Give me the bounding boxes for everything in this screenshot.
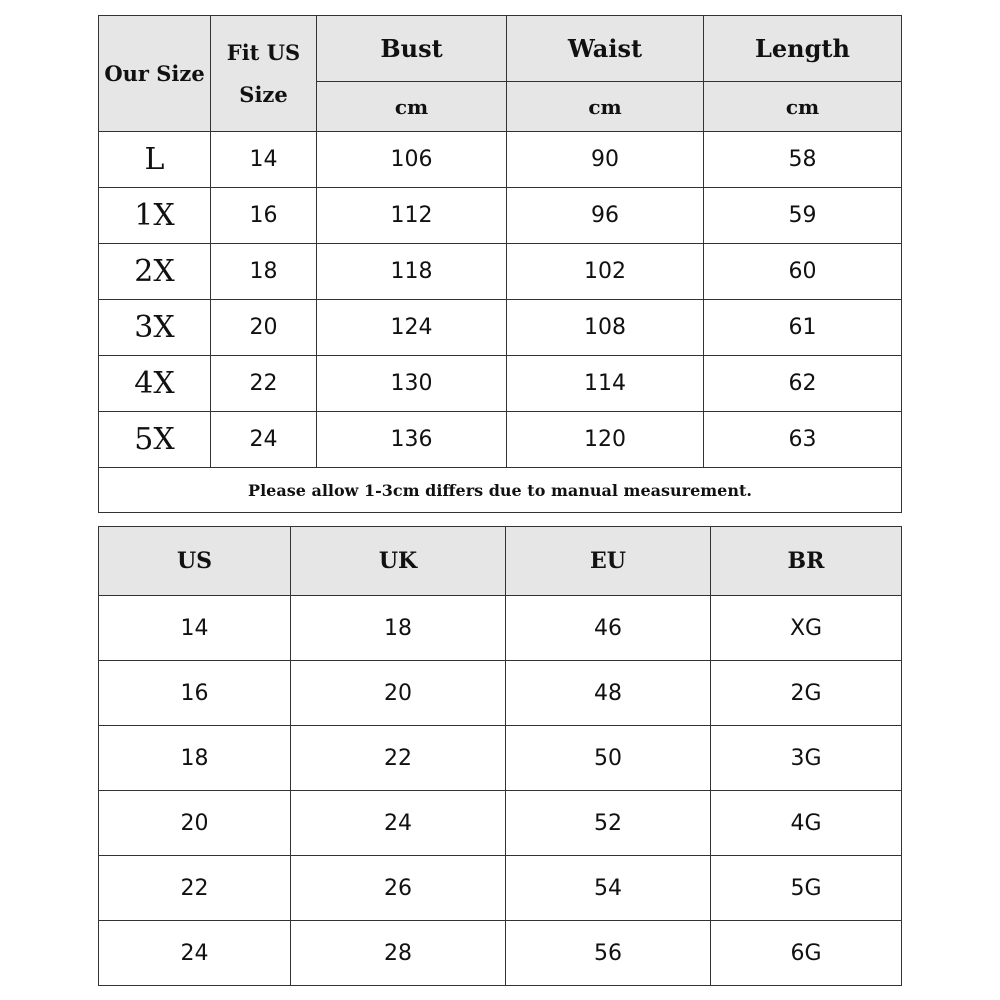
- bust-cell: 136: [317, 412, 507, 468]
- length-cell: 60: [704, 244, 902, 300]
- br-cell: 6G: [711, 921, 902, 986]
- our-size-cell: 2X: [99, 244, 211, 300]
- us-cell: 24: [99, 921, 291, 986]
- uk-cell: 22: [291, 726, 506, 791]
- fit-us-cell: 16: [211, 188, 317, 244]
- eu-cell: 52: [506, 791, 711, 856]
- our-size-cell: 5X: [99, 412, 211, 468]
- waist-unit: cm: [507, 82, 704, 132]
- uk-cell: 28: [291, 921, 506, 986]
- fit-us-cell: 22: [211, 356, 317, 412]
- waist-cell: 102: [507, 244, 704, 300]
- eu-cell: 48: [506, 661, 711, 726]
- length-cell: 59: [704, 188, 902, 244]
- br-cell: 5G: [711, 856, 902, 921]
- eu-header: EU: [506, 527, 711, 596]
- waist-cell: 114: [507, 356, 704, 412]
- measurement-note-row: [99, 468, 902, 513]
- fit-us-cell: 18: [211, 244, 317, 300]
- our-size-header: Our Size: [99, 16, 211, 132]
- eu-cell: 56: [506, 921, 711, 986]
- br-cell: 3G: [711, 726, 902, 791]
- us-cell: 14: [99, 596, 291, 661]
- table-row: [99, 356, 902, 412]
- fit-us-size-header: [211, 16, 317, 132]
- table-row: [99, 132, 902, 188]
- waist-cell: 96: [507, 188, 704, 244]
- table-row: [99, 791, 902, 856]
- size-chart-header-row: [99, 16, 902, 82]
- uk-cell: 20: [291, 661, 506, 726]
- length-cell: 58: [704, 132, 902, 188]
- size-chart-table: [98, 15, 902, 513]
- bust-cell: 106: [317, 132, 507, 188]
- length-unit: cm: [704, 82, 902, 132]
- uk-cell: 18: [291, 596, 506, 661]
- table-row: [99, 412, 902, 468]
- table-row: [99, 188, 902, 244]
- our-size-cell: 3X: [99, 300, 211, 356]
- table-row: [99, 856, 902, 921]
- bust-header: Bust: [317, 16, 507, 82]
- eu-cell: 46: [506, 596, 711, 661]
- conversion-chart-table: [98, 526, 902, 986]
- us-cell: 22: [99, 856, 291, 921]
- waist-cell: 90: [507, 132, 704, 188]
- uk-cell: 26: [291, 856, 506, 921]
- br-cell: XG: [711, 596, 902, 661]
- eu-cell: 54: [506, 856, 711, 921]
- us-cell: 20: [99, 791, 291, 856]
- table-row: [99, 244, 902, 300]
- bust-unit: cm: [317, 82, 507, 132]
- table-row: [99, 300, 902, 356]
- fit-us-cell: 24: [211, 412, 317, 468]
- eu-cell: 50: [506, 726, 711, 791]
- waist-header: Waist: [507, 16, 704, 82]
- fit-us-cell: 20: [211, 300, 317, 356]
- table-row: [99, 921, 902, 986]
- fit-us-header-line1: Fit US: [226, 39, 301, 65]
- bust-cell: 124: [317, 300, 507, 356]
- waist-cell: 108: [507, 300, 704, 356]
- uk-header: UK: [291, 527, 506, 596]
- bust-cell: 130: [317, 356, 507, 412]
- length-cell: 62: [704, 356, 902, 412]
- waist-cell: 120: [507, 412, 704, 468]
- br-cell: 4G: [711, 791, 902, 856]
- our-size-cell: L: [99, 132, 211, 188]
- bust-cell: 112: [317, 188, 507, 244]
- us-cell: 16: [99, 661, 291, 726]
- fit-us-cell: 14: [211, 132, 317, 188]
- our-size-cell: 4X: [99, 356, 211, 412]
- our-size-cell: 1X: [99, 188, 211, 244]
- br-cell: 2G: [711, 661, 902, 726]
- measurement-note: Please allow 1-3cm differs due to manual measurement.: [99, 468, 902, 513]
- table-row: [99, 596, 902, 661]
- length-cell: 63: [704, 412, 902, 468]
- table-row: [99, 726, 902, 791]
- br-header: BR: [711, 527, 902, 596]
- bust-cell: 118: [317, 244, 507, 300]
- fit-us-header-line2: Size: [239, 81, 288, 107]
- us-cell: 18: [99, 726, 291, 791]
- table-row: [99, 661, 902, 726]
- conversion-header-row: [99, 527, 902, 596]
- length-header: Length: [704, 16, 902, 82]
- uk-cell: 24: [291, 791, 506, 856]
- length-cell: 61: [704, 300, 902, 356]
- us-header: US: [99, 527, 291, 596]
